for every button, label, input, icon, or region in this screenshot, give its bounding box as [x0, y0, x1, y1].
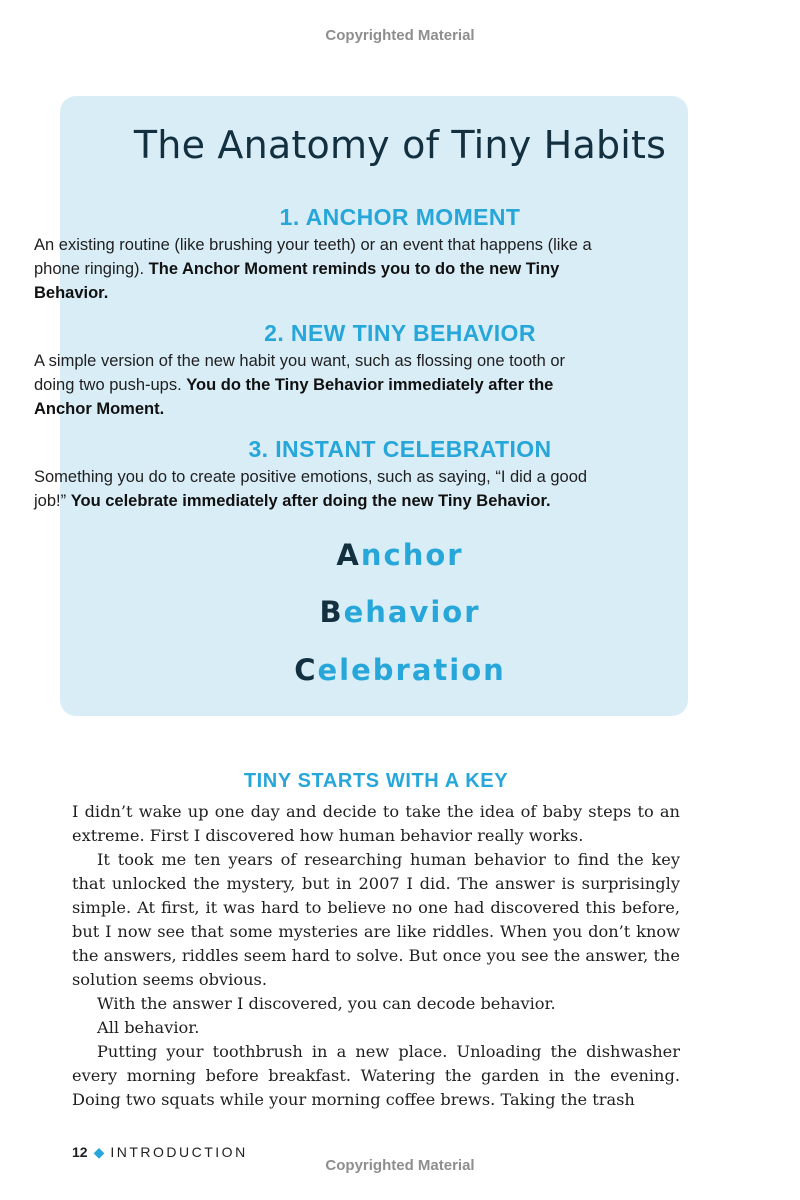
- body-text: [72, 800, 680, 1112]
- paragraph: It took me ten years of researching human behavior to find the key that unlocked the mystery, but in 2007 I did. The answer is surprisingly simple. At first, it was hard to believe no one had discovered this before, but I now see that some mysteries are like riddles. When you don’t know the answers, riddles seem hard to solve. But once you see the answer, the solution seems obvious.: [72, 850, 680, 989]
- abc-celebration: Celebration: [294, 653, 506, 687]
- diamond-separator-icon: ◆: [93, 1144, 105, 1160]
- step-1-description: An existing routine (like brushing your teeth) or an event that happens (like a phone ringing). The Anchor Moment reminds you to do the new Tiny Behavior.: [34, 236, 592, 302]
- abc-behavior: Behavior: [319, 595, 481, 629]
- paragraph: With the answer I discovered, you can decode behavior.: [97, 994, 556, 1013]
- step-2-heading: 2. NEW TINY BEHAVIOR: [264, 320, 536, 346]
- copyright-watermark-top: Copyrighted Material: [325, 27, 475, 44]
- step-3-heading: 3. INSTANT CELEBRATION: [248, 436, 552, 462]
- step-3-description: Something you do to create positive emotions, such as saying, “I did a good job!” You celebrate immediately after doing the new Tiny Behavior.: [34, 468, 588, 510]
- paragraph: All behavior.: [97, 1018, 200, 1037]
- section-heading: TINY STARTS WITH A KEY: [243, 770, 509, 792]
- chapter-label: INTRODUCTION: [110, 1144, 248, 1160]
- page-number: 12: [72, 1144, 88, 1160]
- paragraph: I didn’t wake up one day and decide to take the idea of baby steps to an extreme. First I discovered how human behavior really works.: [72, 802, 680, 845]
- step-2-description: A simple version of the new habit you want, such as flossing one tooth or doing two push-ups. You do the Tiny Behavior immediately after the Anchor Moment.: [34, 352, 566, 418]
- callout-title: The Anatomy of Tiny Habits: [133, 123, 667, 167]
- copyright-watermark-bottom: Copyrighted Material: [325, 1157, 475, 1174]
- step-1-heading: 1. ANCHOR MOMENT: [279, 204, 521, 230]
- paragraph: Putting your toothbrush in a new place. Unloading the dishwasher every morning before breakfast. Watering the garden in the evening. Doing two squats while your morning coffee brews. Taking the trash: [72, 1042, 680, 1109]
- abc-anchor: Anchor: [336, 538, 464, 572]
